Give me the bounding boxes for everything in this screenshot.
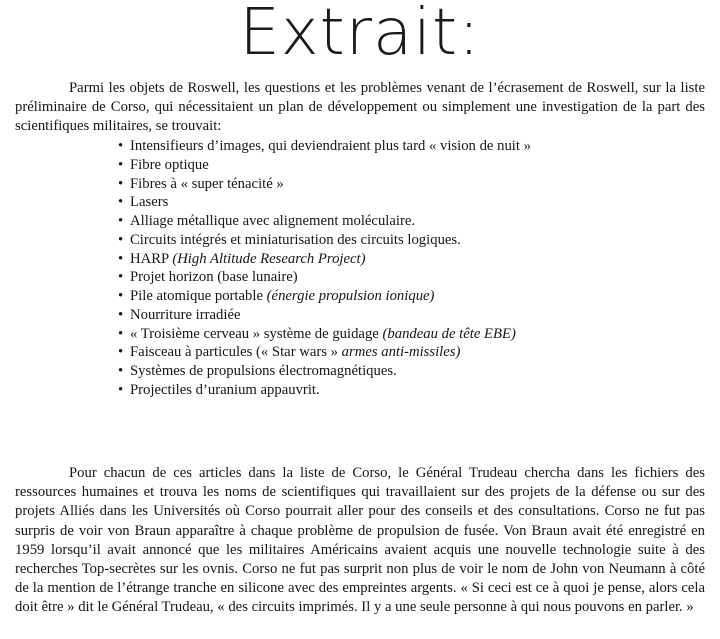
list-item: • « Troisième cerveau » système de guidage (bandeau de tête EBE) [118,325,516,342]
list-item: • Lasers [118,194,169,211]
list-item: • Alliage métallique avec alignement moléculaire. [118,213,416,229]
bullet-icon: • [118,288,124,304]
bullet-icon: • [118,269,124,286]
bullet-icon: • [118,175,124,192]
bullet-icon: • [118,231,124,248]
list-item: • HARP (High Altitude Research Project) [118,250,366,267]
list-item: • Systèmes de propulsions électromagnétiques. [118,363,397,379]
list-item: • Faisceau à particules (« Star wars » armes anti-missiles) [118,344,461,361]
bullet-icon: • [118,306,124,323]
bullet-icon: • [118,325,124,342]
bullet-icon: • [118,138,124,154]
intro-paragraph: Parmi les objets de Roswell, les questions et les problèmes venant de l’écrasement de Roswell, sur la liste préliminaire de Corso, qui nécessitaient un plan de développement ou simplement une investigation de la part des scientifiques militaires, se trouvait: [15,80,705,135]
list-item: • Circuits intégrés et miniaturisation des circuits logiques. [118,231,461,248]
bullet-icon: • [118,250,124,267]
bullet-icon: • [118,381,124,398]
bullet-icon: • [118,194,124,211]
list-item: • Projet horizon (base lunaire) [118,269,298,286]
bullet-icon: • [118,156,124,173]
list-item: • Fibres à « super ténacité » [118,175,284,192]
list-item: • Pile atomique portable (énergie propulsion ionique) [118,288,435,304]
closing-paragraph: Pour chacun de ces articles dans la liste de Corso, le Général Trudeau chercha dans les fichiers des ressources humaines et trouva les noms de scientifiques qui travaillaient sur des projets de la défense ou sur des projets Alliés dans les Universités où Corso pourrait aller pour des conseils et des consultations. Corso ne fut pas surpris de voir von Braun apparaître à chaque problème de propulsion de fusée. Von Braun avait été enregistré en 1959 lorsqu’il avait annoncé que les militaires Américains avaient acquis une nouvelle technologie suite à des recherches Top-secrètes sur les ovnis. Corso ne fut pas surprit non plus de voir le nom de John von Neumann à côté de la mention de l’étrange tranche en silicone avec des empreintes argents. « Si ceci est ce à quoi je pense, alors cela doit être » dit le Général Trudeau, « des circuits imprimés. Il y a une seule personne à qui nous pouvons en parler. » [15,465,705,616]
list-item: • Fibre optique [118,156,209,173]
bullet-icon: • [118,344,124,361]
list-item: • Projectiles d’uranium appauvrit. [118,381,320,398]
item-list [118,137,678,400]
page-title: Extrait: [239,0,481,70]
bullet-icon: • [118,363,124,379]
list-item: • Intensifieurs d’images, qui deviendraient plus tard « vision de nuit » [118,138,531,154]
list-item: • Nourriture irradiée [118,306,241,323]
bullet-icon: • [118,213,124,229]
